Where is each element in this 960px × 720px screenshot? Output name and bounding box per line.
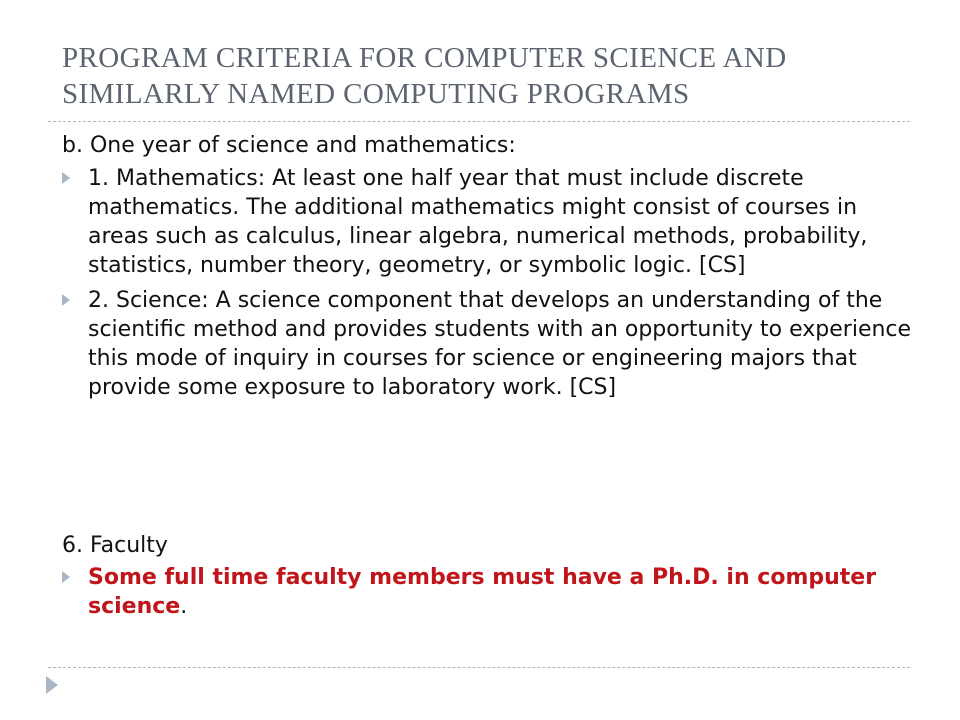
bullet-science-text: 2. Science: A science component that develops an understanding of the scientific method and provides students with an opportunity to experience this mode of inquiry in courses for science or engineering majors that provide some exposure to laboratory work. [CS] <box>88 288 912 400</box>
bullet-mathematics-text: 1. Mathematics: At least one half year that must include discrete mathematics. The additional mathematics might consist of courses in areas such as calculus, linear algebra, numerical methods, probability, statistics, number theory, geometry, or symbolic logic. [CS] <box>88 166 868 278</box>
section-faculty <box>62 531 922 621</box>
faculty-requirement-suffix: . <box>180 594 188 619</box>
section-6-heading: 6. Faculty <box>62 533 168 558</box>
bullet-science <box>62 286 922 402</box>
bullet-mathematics <box>62 164 922 280</box>
bullet-faculty <box>62 563 922 621</box>
triangle-bullet-icon <box>62 294 70 306</box>
footer-divider <box>48 667 910 668</box>
section-b-heading: b. One year of science and mathematics: <box>62 133 516 158</box>
slide-title: PROGRAM CRITERIA FOR COMPUTER SCIENCE AND SIMILARLY NAMED COMPUTING PROGRAMS <box>62 42 787 110</box>
title-divider <box>48 121 910 122</box>
triangle-corner-icon <box>46 676 58 694</box>
section-science-math <box>62 131 922 402</box>
faculty-requirement-highlight: Some full time faculty members must have a Ph.D. in computer science <box>88 565 877 619</box>
triangle-bullet-icon <box>62 172 70 184</box>
triangle-bullet-icon <box>62 571 70 583</box>
